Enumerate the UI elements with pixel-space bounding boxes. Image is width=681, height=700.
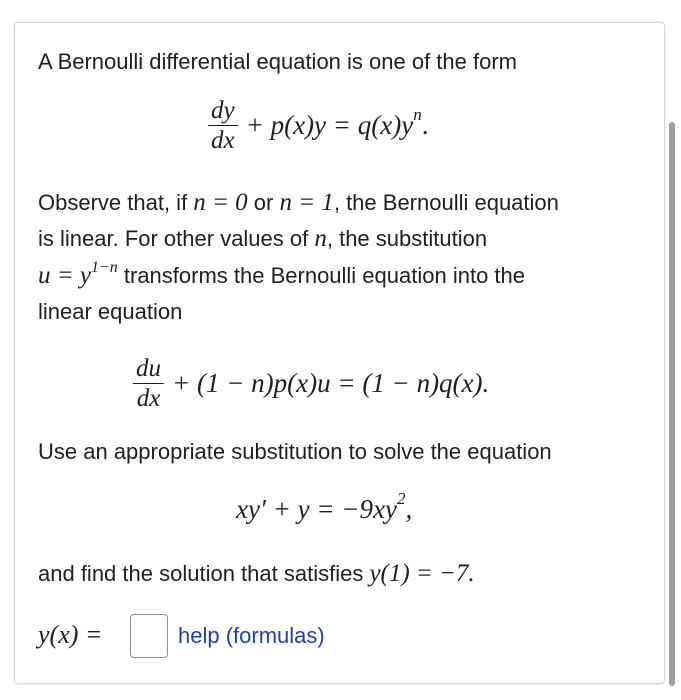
du-dx-fraction [133, 354, 164, 413]
math-exponent-1-minus-n: 1−n [90, 259, 118, 276]
fraction-denominator: dx [211, 127, 235, 154]
help-formulas-link[interactable]: help (formulas) [178, 623, 325, 648]
equation-rhs: + p(x)y = q(x)y [245, 110, 414, 140]
bernoulli-equation [208, 96, 428, 155]
math-n-equals-0: n = 0 [193, 189, 248, 216]
target-equation-exponent: 2 [397, 488, 406, 508]
observation-line-1 [38, 185, 559, 221]
intro-text: A Bernoulli differential equation is one of the form [38, 49, 518, 74]
observation-line-2 [38, 221, 487, 257]
answer-input[interactable] [130, 614, 168, 658]
linear-text: is linear. For other values of [38, 226, 315, 251]
fraction-numerator: dy [208, 96, 238, 126]
instruction-text: Use an appropriate substitution to solve the equation [38, 439, 552, 464]
observation-text-end: , the Bernoulli equation [333, 190, 559, 215]
observation-line-3 [38, 258, 525, 297]
dy-dx-fraction [208, 96, 238, 155]
fraction-numerator: du [133, 354, 164, 384]
initial-condition: y(1) = −7. [369, 560, 475, 587]
or-text: or [247, 190, 280, 215]
transforms-text: transforms the Bernoulli equation into the [117, 263, 526, 288]
observation-line-4: linear equation [38, 299, 183, 324]
target-equation-lhs: xy′ + y = −9xy [236, 494, 397, 524]
math-u-equals-y: u = y [38, 262, 91, 289]
substitution-text: , the substitution [326, 226, 488, 251]
math-n-equals-1: n = 1 [279, 189, 334, 216]
linear-equation [133, 354, 489, 413]
scrollbar[interactable] [669, 122, 675, 686]
fraction-denominator: dx [136, 385, 161, 412]
equation-exponent: n [413, 104, 422, 124]
answer-label: y(x) = [38, 620, 103, 649]
target-equation-comma: , [405, 494, 413, 524]
target-equation [236, 488, 413, 525]
observation-text: Observe that, if [38, 190, 194, 215]
condition-text: and find the solution that satisfies [38, 561, 370, 586]
linear-equation-rhs: + (1 − n)p(x)u = (1 − n)q(x). [172, 368, 490, 398]
equation-period: . [421, 110, 429, 140]
condition-line [38, 556, 475, 592]
math-n: n [314, 225, 327, 252]
